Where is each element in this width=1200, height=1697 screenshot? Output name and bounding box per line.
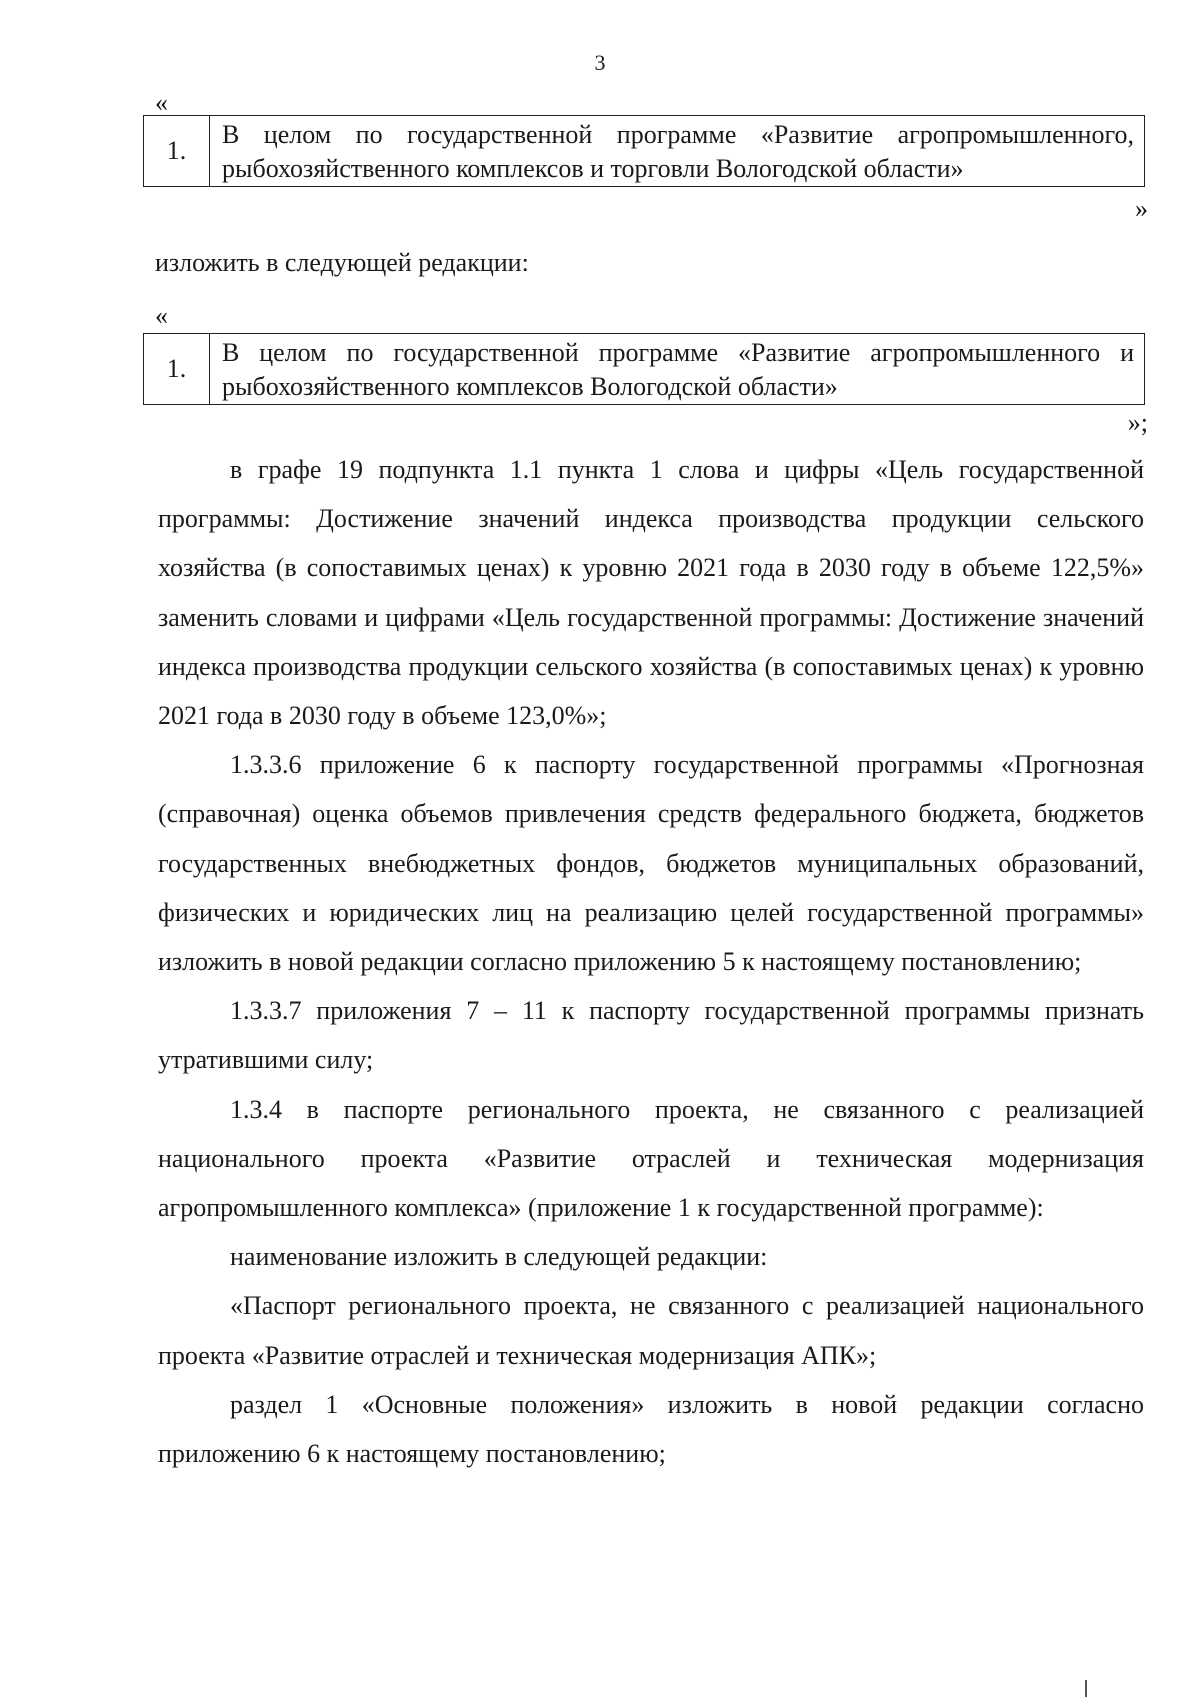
page-number: 3 xyxy=(594,50,606,75)
opening-quote-old: « xyxy=(155,88,168,117)
new-row-number: 1. xyxy=(144,334,210,404)
old-row-number: 1. xyxy=(144,116,210,186)
paragraph-regional-project: 1.3.4 в паспорте регионального проекта, не связанного с реализацией национального проекта «Развитие отраслей и техническая модернизация агропромышленного комплекса» (приложение 1 к государственной программе): xyxy=(158,1094,1144,1223)
paragraph-appendix-6: 1.3.3.6 приложение 6 к паспорту государственной программы «Прогнозная (справочная) оценка объемов привлечения средств федерального бюджета, бюджетов государственных внебюджетных фондов, бюджетов муниципальных образований, физических и юридических лиц на реализацию целей государственной программы» изложить в новой редакции согласно приложению 5 к настоящему постановлению; xyxy=(158,750,1144,977)
paragraph-appendices-7-11: 1.3.3.7 приложения 7 – 11 к паспорту государственной программы признать утратившими силу; xyxy=(158,996,1144,1075)
new-row-text: В целом по государственной программе «Развитие агропромышленного и рыбохозяйственного комплексов Вологодской области» xyxy=(222,338,1134,401)
paragraph-name-change: наименование изложить в следующей редакции: xyxy=(230,1242,768,1272)
instruction-text: изложить в следующей редакции: xyxy=(155,248,529,277)
closing-quote-new: »; xyxy=(1127,408,1148,437)
body-text xyxy=(158,445,1144,1478)
old-row-text: В целом по государственной программе «Развитие агропромышленного, рыбохозяйственного комплексов и торговли Вологодской области» xyxy=(222,120,1134,183)
scan-mark xyxy=(1085,1680,1087,1697)
new-table-row xyxy=(143,333,1145,405)
old-table-row xyxy=(143,115,1145,187)
opening-quote-new: « xyxy=(155,301,168,330)
closing-quote-old: » xyxy=(1135,194,1148,223)
paragraph-goal-replacement: в графе 19 подпункта 1.1 пункта 1 слова и цифры «Цель государственной программы: Достижение значений индекса производства продукции сельского хозяйства (в сопоставимых ценах) к уровню 2021 года в 2030 году в объеме 122,5%» заменить словами и цифрами «Цель государственной программы: Достижение значений индекса производства продукции сельского хозяйства (в сопоставимых ценах) к уровню 2021 года в 2030 году в объеме 123,0%»; xyxy=(158,455,1144,731)
paragraph-passport-title: «Паспорт регионального проекта, не связанного с реализацией национального проекта «Развитие отраслей и техническая модернизация АПК»; xyxy=(158,1291,1144,1370)
paragraph-section-1: раздел 1 «Основные положения» изложить в новой редакции согласно приложению 6 к настоящему постановлению; xyxy=(158,1389,1144,1469)
